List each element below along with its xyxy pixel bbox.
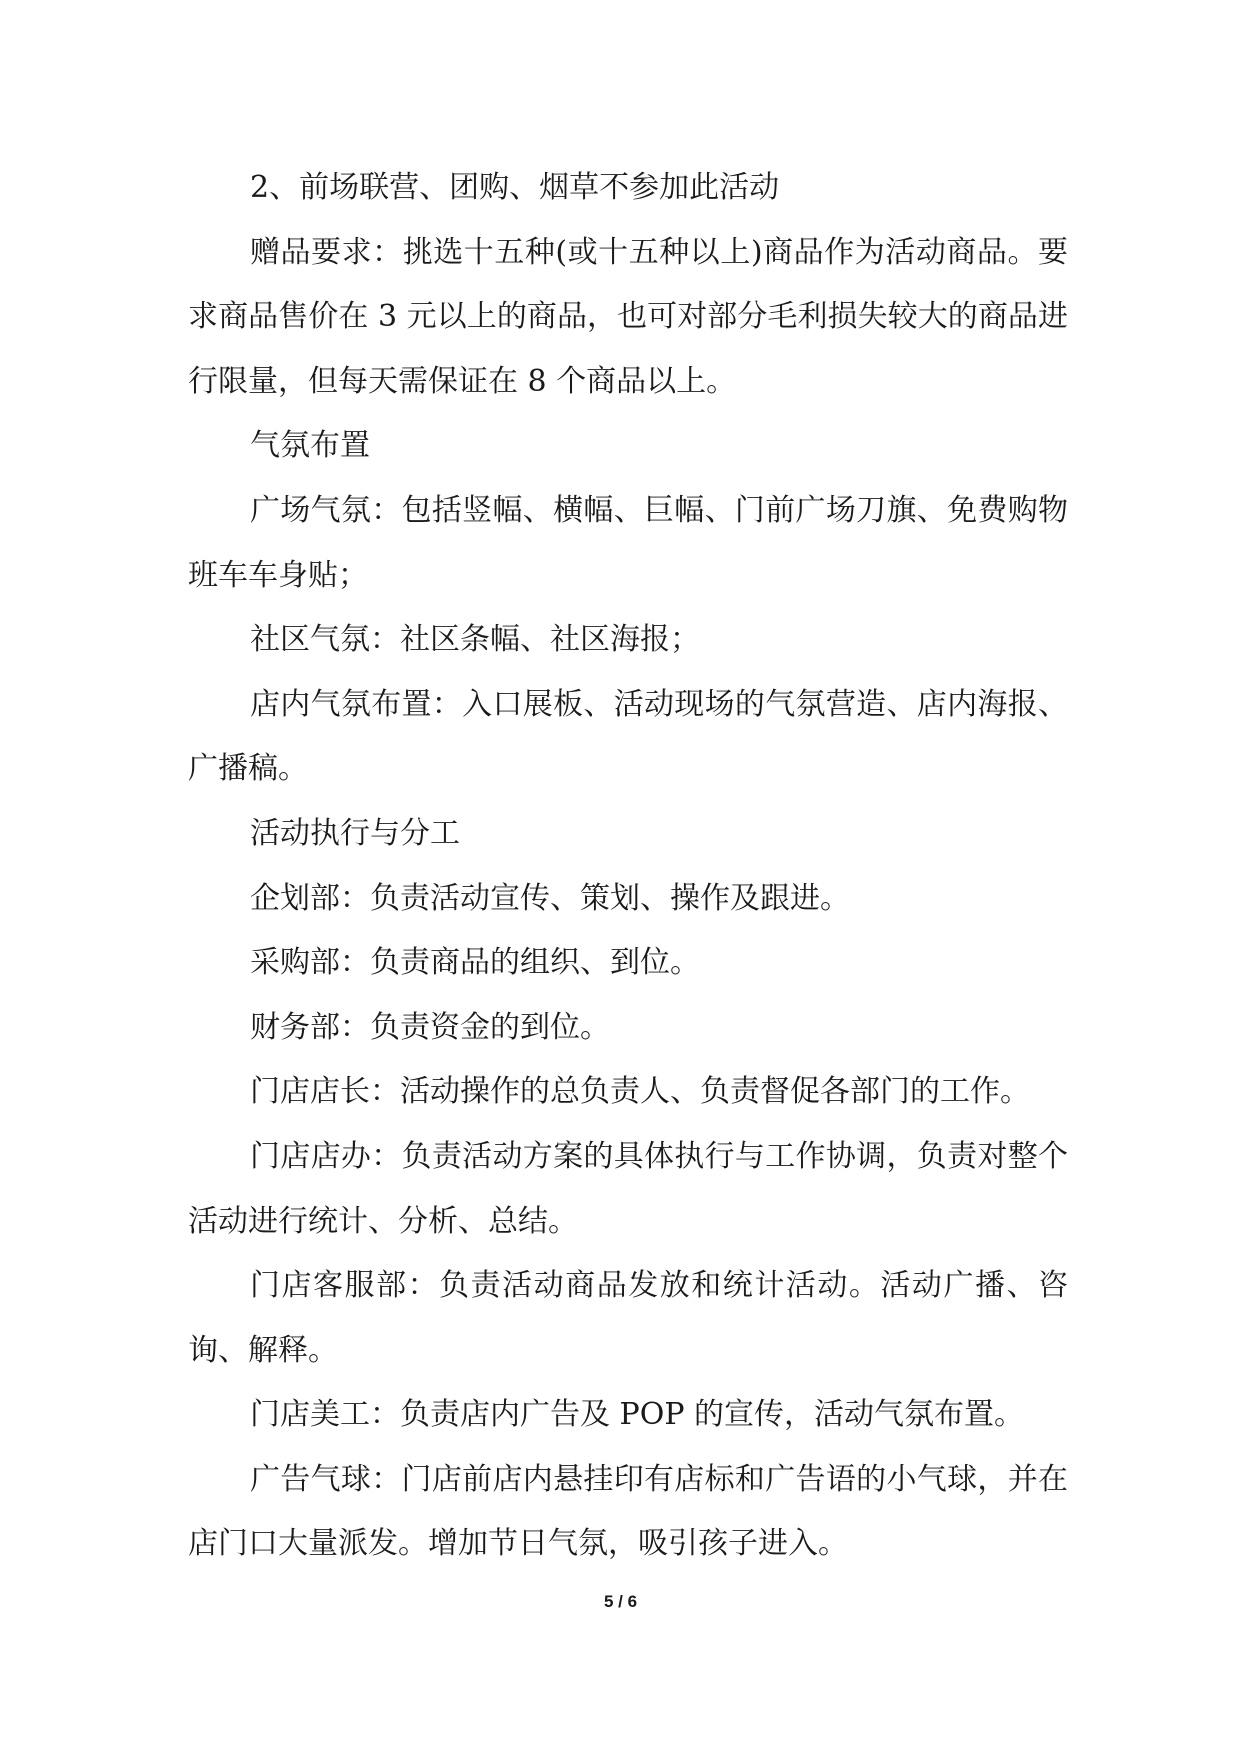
- paragraph-store-manager: 门店店长：活动操作的总负责人、负责督促各部门的工作。: [250, 1074, 1030, 1110]
- paragraph-store-office: 门店店办：负责活动方案的具体执行与工作协调，负责对整个活动进行统计、分析、总结。: [188, 1138, 1068, 1239]
- paragraph-planning-dept: 企划部：负责活动宣传、策划、操作及跟进。: [250, 880, 850, 916]
- paragraph-finance-dept: 财务部：负责资金的到位。: [250, 1009, 610, 1045]
- paragraph-purchasing-dept: 采购部：负责商品的组织、到位。: [250, 945, 700, 981]
- heading-atmosphere-setup: 气氛布置: [250, 428, 370, 464]
- paragraph-exclusions: 2、前场联营、团购、烟草不参加此活动: [250, 170, 780, 205]
- paragraph-customer-service: 门店客服部：负责活动商品发放和统计活动。活动广播、咨询、解释。: [188, 1268, 1068, 1368]
- paragraph-plaza-atmosphere: 广场气氛：包括竖幅、横幅、巨幅、门前广场刀旗、免费购物班车车身贴；: [188, 492, 1068, 593]
- paragraph-ad-balloons: 广告气球：门店前店内悬挂印有店标和广告语的小气球，并在店门口大量派发。增加节日气氛，吸引孩子进入。: [188, 1461, 1068, 1562]
- paragraph-store-atmosphere: 店内气氛布置：入口展板、活动现场的气氛营造、店内海报、广播稿。: [188, 686, 1068, 787]
- paragraph-gift-requirements: 赠品要求：挑选十五种(或十五种以上)商品作为活动商品。要求商品售价在 3 元以上的商品，也可对部分毛利损失较大的商品进行限量，但每天需保证在 8 个商品以上。: [188, 234, 1068, 399]
- paragraph-store-artist: 门店美工：负责店内广告及 POP 的宣传，活动气氛布置。: [250, 1397, 1025, 1433]
- document-body: [188, 156, 1068, 1577]
- paragraph-community-atmosphere: 社区气氛：社区条幅、社区海报；: [250, 622, 700, 658]
- page-number: 5 / 6: [603, 1592, 638, 1611]
- heading-execution-division: 活动执行与分工: [250, 815, 460, 851]
